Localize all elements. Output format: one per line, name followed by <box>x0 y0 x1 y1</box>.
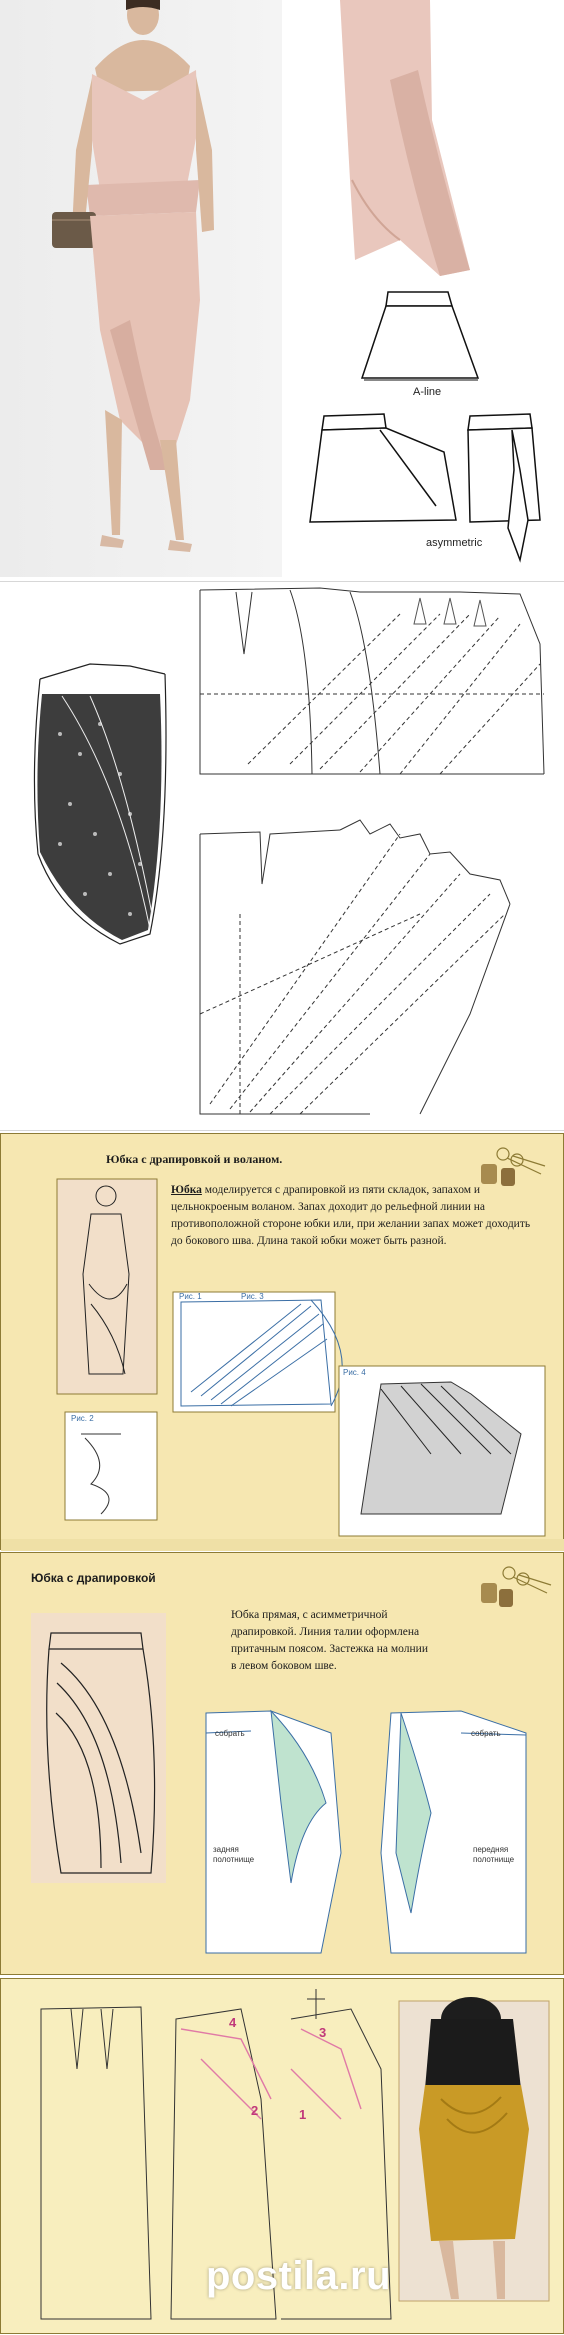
panel-skirt-drape-flounce <box>0 1133 564 1550</box>
pattern-number-2: 2 <box>251 2103 259 2118</box>
pattern-number-4: 4 <box>229 2015 237 2030</box>
panel-pattern-drafting <box>0 584 564 1128</box>
thread-spool-icon <box>481 1583 513 1607</box>
section-description: Юбка прямая, с асимметричной драпировкой. Линия талии оформлена притачным поясом. Застежка на молнии в левом боковом шве. <box>231 1609 428 1672</box>
figure-label-4: Рис. 4 <box>343 1368 366 1377</box>
section-title: Юбка с драпировкой <box>31 1571 156 1585</box>
description-lead: Юбка <box>171 1184 202 1196</box>
divider <box>0 581 564 582</box>
photo-illustration <box>0 0 564 577</box>
figure-label-3: Рис. 3 <box>241 1292 264 1301</box>
pattern-label-back: задняя полотнище <box>213 1845 255 1864</box>
drape-flounce-illustration <box>1 1134 564 1551</box>
panel-photo-and-flats <box>0 0 564 577</box>
watermark: postila.ru <box>206 2254 392 2298</box>
panel-skirt-drape <box>0 1552 564 1975</box>
divider <box>0 1130 564 1131</box>
figure-label-1: Рис. 1 <box>179 1292 202 1301</box>
flat-label-a-line: A-line <box>413 386 442 398</box>
pattern-label-collect-right: собрать <box>471 1729 501 1738</box>
drape-illustration <box>1 1553 564 1976</box>
thread-spool-icon <box>481 1164 515 1186</box>
pattern-label-collect-left: собрать <box>215 1729 245 1738</box>
figure-label-2: Рис. 2 <box>71 1414 94 1423</box>
pattern-number-3: 3 <box>319 2025 327 2040</box>
flat-label-asymmetric: asymmetric <box>426 537 483 549</box>
pattern-drafting-illustration <box>0 584 564 1128</box>
section-title: Юбка с драпировкой и воланом. <box>106 1152 283 1166</box>
description-text: моделируется с драпировкой из пяти складок, запахом и цельнокроеным воланом. Запах доходит до рельефной линии на противоположной стороне юбки или, при желании запах может доходить до бокового шва. Длина такой юбки может быть разной. <box>171 1184 531 1247</box>
pattern-label-front: передняя полотнище <box>473 1845 515 1864</box>
pattern-number-1: 1 <box>299 2107 307 2122</box>
panel-mustard-skirt <box>0 1978 564 2334</box>
